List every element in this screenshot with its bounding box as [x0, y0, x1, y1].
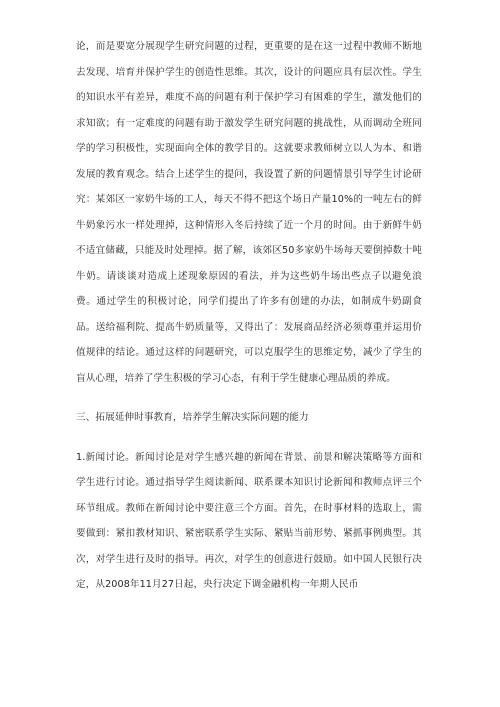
section-heading: 三、拓展延伸时事教育，培养学生解决实际问题的能力 — [76, 412, 309, 423]
body-paragraph-2: 1.新闻讨论。新闻讨论是对学生感兴趣的新闻在背景、前景和解决策略等方面和学生进行讨论。通过指导学生阅读新闻、联系课本知识讨论新闻和教师点评三个环节组成。教师在新闻讨论中要注意三个方面。首先，在时事材料的选取上，需要做到：紧扣教材知识、紧密联系学生实际、紧贴当前形势、紧抓事例典型。其次，对学生进行及时的指导。再次，对学生的创意进行鼓励。如中国人民银行决定，从2008年11月27日起，央行决定下调金融机构一年期人民币 — [76, 451, 422, 590]
body-paragraph-1: 论，而是要宽分展现学生研究问题的过程，更重要的是在这一过程中教师不断地去发现、培育并保护学生的创造性思维。其次，设计的问题应具有层次性。学生的知识水平有差异，难度不高的问题有利于保护学习有困难的学生，激发他们的求知欲；有一定难度的问题有助于激发学生研究问题的挑战性，从而调动全班同学的学习积极性，实现面向全体的教学目的。这就要求教师树立以人为本、和谐发展的教育观念。结合上述学生的提问，我设置了新的问题情景引导学生讨论研究：某郊区一家奶牛场的工人，每天不得不把这个场日产量10%的一吨左右的鲜牛奶象污水一样处理掉，这种情形入冬后持续了近一个月的时间。由于新鲜牛奶不适宜储藏，只能及时处理掉。据了解，该郊区50多家奶牛场每天要倒掉数十吨牛奶。请谈谈对造成上述现象原因的看法，并为这些奶牛场出些点子以避免浪费。通过学生的积极讨论，同学们提出了许多有创建的办法，如制成牛奶副食品。送给福利院、提高牛奶质量等，又得出了：发展商品经济必须尊重并运用价值规律的结论。通过这样的问题研究，可以克服学生的思维定势，减少了学生的盲从心理，培养了学生积极的学习心态，有利于学生健康心理品质的养成。 — [76, 41, 422, 384]
document-page — [76, 34, 422, 598]
